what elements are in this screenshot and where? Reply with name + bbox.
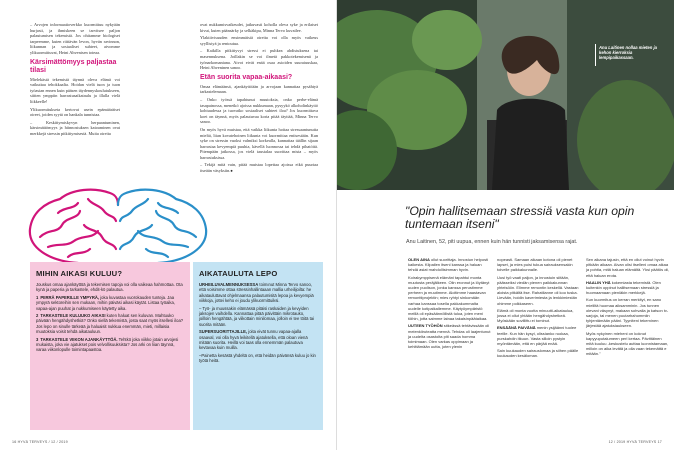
paragraph-text: sitkeässä tehtävissään oli meienkiiruteatta mennä. Tehdas oli laajentunut ja uudelta osastolta piti saada homma toimimaan. Olen varkas oppimaan ja kehittämään uutta, joten ylenin bbox=[408, 323, 491, 350]
item-text: kuten haluat sen kuluvan. Mahtuuko päivään hengähdyshetkiä? Onko siellä tekemistä, josta saat myös itsellesi iloa? Jos lepo on sinulle tärkeää ja haluaisit nukkua enemmän, mieti, millaisia muutoksia voisit tehdä aikatauluun. bbox=[36, 313, 184, 335]
item-head: TARKASTELE KULUUKO AIKASI bbox=[40, 313, 106, 319]
paragraph bbox=[497, 325, 581, 346]
lede: Anu Laitinen, 52, piti uupua, ennen kuin hän tunnisti jaksamisensa rajat. bbox=[406, 239, 578, 245]
box-text bbox=[36, 282, 184, 353]
lead-in: OLEN AINA bbox=[408, 257, 430, 262]
paragraph bbox=[199, 329, 317, 351]
paragraph: – Arvojen informaatioverkko kuormittuu nykyään hurjasti, ja ihmiskeen se tarvitsee paljon palautumisen tekemistä. Jos ohitamme biologiset tarpeemme, kuten riittävän levon, hyvän ravinnon, liikunnan ja sosiaaliset suhteet, aivomme ylikuormittuvat, Heini Ahvenisen toteaa. bbox=[30, 22, 120, 55]
page-footer-left: 16 HYVÄ TERVEYS / 12 / 2019 bbox=[12, 440, 68, 444]
right-page bbox=[337, 0, 674, 450]
paragraph bbox=[586, 280, 670, 296]
paragraph: nopeasti. Samaan aikaan kotona oli pienet lapset, ja mies puisi tukua sairauksensakin toivelle paikkakunnalle. bbox=[497, 257, 573, 273]
subheading: Etän suorita vapaa-aikaasi? bbox=[200, 73, 293, 81]
right-column-2 bbox=[497, 257, 581, 361]
paragraph: Ylaktiivisuuden ensimmäisiä oireita voi olla myös vaikeus syyllistyä ja rentoutua. bbox=[200, 35, 318, 46]
paragraph: Kun kuormitus on kerran merkityt, en sano mieliltä huomaa aiksamminin. Jos tunnen olevani väsynyt, makaan sohvalla ja katson tv-sarjoja, tai menen puutarhahommiin tyhjentämään pääni. Tyyniteni tekeminen järjestää ajatuksiaukseen. bbox=[586, 297, 669, 329]
paragraph-text: ollut suorittaja. Innostun helposti kaikesta. Kilpailen itseni kanssa ja haluan tehdä asiat mahdollisimman hyvin. bbox=[408, 257, 489, 273]
left-column-2 bbox=[200, 22, 318, 176]
paragraph bbox=[408, 323, 492, 349]
box-title: MIHIN AIKASI KULUU? bbox=[36, 269, 123, 278]
paragraph bbox=[408, 257, 492, 273]
paragraph-text: kokemiasta tekemistä. Olen kuitenkin oppinut hallitsemaan stressiä ja huomaamaan pieniäkin merkkejä. bbox=[586, 279, 661, 296]
right-column-1 bbox=[408, 257, 492, 351]
paragraph: Sain kuukauden sairauslomaa ja siihen päälle kuukauden kesäloman. bbox=[497, 348, 579, 359]
lead-in: UUTEEN TYÖHÖN bbox=[408, 323, 443, 329]
paragraph: – Onko työssä tapahtunut muutoksia, onko perhe-elämä tasapainossa, menetkö ajoissa nukkumaan, pysyykö alkoholinkäyttö kohtuudessa ja tuovatko sosiaaliset suhteet iloa? Jos kuormittava koet on täynnä, myös palautuvaa koria pitää täyttää, Minna Tervo sanoo. bbox=[200, 96, 318, 125]
paragraph: Myös nykyinen mieheni on koknut kapyyuputalumeen perl kertaa. Pävittäinen mitä kuuluu -keskustelu auttaa luonnistamaan, milloin on aika levätä ja olla vaan tekemättä e mitään." bbox=[586, 330, 669, 357]
paragraph: – Keskittymiskyvyn herpaantuminen, kärsimättömyys ja hiinnostuksen katoaminen ovat merkkejä stressin pitkittymisestä. Muita oireita bbox=[30, 119, 120, 136]
paragraph-text: joita eivät tunnu vapaa-ajalla osaaval, voi olla hyvä leikitellä ajatuksella, että oloan vienä mitään suorita. Heillä voi taas olla ennemmän palautuva kevtavaa kuin muilla. bbox=[199, 329, 308, 351]
paragraph: Elämä oli monta vuotta minuutti-aikataulua, jossa ei ollut yhtään hengähdyshetkeä. Myöskään sovillittu ei tominut. bbox=[497, 307, 574, 324]
lead-in: SUPERSUORITTAJILLE, bbox=[199, 329, 248, 335]
brain-illustration bbox=[18, 185, 218, 265]
item-number: 2 bbox=[36, 313, 39, 319]
paragraph: ovat nukkumisvaikeudet, jatkuvasti kohollа oleva syke ja erilaiset kivut, kuten päänsärky ja selkäkipu, Minna Tervo kuvailee. bbox=[200, 22, 318, 33]
lead-in: URHEILUVALMENNUKSESSA bbox=[199, 282, 259, 287]
paragraph-text: menin ysijäänni tuolee teeille. Kun hän kysyi, olissianko ruokaa, purskahdin itkuun. Vasta silloin pystyin myöntämään, että en pärjää enää. bbox=[497, 325, 577, 347]
portrait-photo bbox=[337, 0, 674, 190]
caption-rule bbox=[595, 44, 596, 66]
subheading: Kärsimättömyys paljastaa tilasi bbox=[30, 58, 117, 74]
paragraph: – Tekijä mitä vain, pitää muistaa lopettaa ajoissa eikä puurtaa itseään väsyksiin.● bbox=[200, 162, 318, 174]
item-text: joka kuvastaa vuorokauden tunteja. Jaa ympyrä sektoreihin sen mukaan, mihin päiväsi aikasi käytät. Listaa työaika, vapaa-ajan puuhat ja nukkumiseen käytetty aika. bbox=[36, 294, 175, 311]
paragraph: Sen aikana tajusin, että en ollut voinut hyvin pitkään aikaan. Aivan olisi itselleni omaa aikaa ja pohtia, mitä haluan elämältä. Yksi päätös oli, että haluan erota. bbox=[586, 257, 670, 278]
left-column-1 bbox=[30, 22, 120, 139]
item-head: PIIRRÄ PAPERILLE YMPYRÄ, bbox=[40, 294, 100, 300]
item-number: 3 bbox=[36, 336, 39, 342]
list-item bbox=[36, 337, 184, 353]
paragraph: Koirakymppisenä elämäni tapahtui monta muutosta peräjälkeen. Olin eronnut ja löytänyt uuden puolison, jonka kanssa perustimme perheen ja muutimme. Aloitimme haastavan remonttiprojektin; mies ryhtyi sinkomään varhaa kanssaa tosella pakkakummalta uudelle kotipaikallemme. Käytyöympäristö meillä oli epäsäännöllistä tuloa, joten meni töihin, jotta saimme lainaa takaisinpäätaikaa. bbox=[408, 274, 490, 322]
lead-in: ENSÄÄNÄ PAIVÄNÄ bbox=[497, 325, 536, 331]
paragraph: Uusi työ vaati paljon, ja innostuin siitään, päässeiksi viedän pienen paikkakunnan yhteisöön. Elimme remontin keskellä. Vastaan aloista pitkältä itse. Rahatilanne oli koo tuska. Lievään, hoidin kaverimiesta ja lenkkimiestän ohimme polkkaseen. bbox=[497, 274, 579, 306]
paragraph: On myös hyvä muistaa, että vaikka liikunta hoitaa stressaantunutta mieltä, liian kovatehoinen liikunta voi kuormittaa entisestään. Kun syke on stressin vuoksi valmiksi korkealla, kannattaa täällin sijaan harrastaa kevyempiä puuhia, kävellä luonnossa tai tehdä pihatöitä. Pitempään jatkossa, jos vielä taustalaa suorittaa mista – myös harrastuksissa. bbox=[200, 126, 318, 160]
item-number: 1 bbox=[36, 294, 39, 300]
lead-in: HAALIN YHÄ bbox=[586, 279, 611, 285]
right-column-3 bbox=[586, 257, 670, 359]
paragraph: – Työ- ja muussakin elämässä pitäisi raskaiden ja kevyiden jaksojen vaihdella. Kannattaa pitää päivittäin mikrotauko, joilloin hengähtää, ja viikottain minilomaa, jolloin ei tee töitä tai suorita mitään. bbox=[199, 305, 314, 327]
paragraph: Mielekästä tekemistä täynnä oleva elämä voi vaikuttaa tehokkaalta. Hoidan vielä tuon ja tuon työasian ennen kuin pääsen täydennyskoulutukseen, siitten ymppiin harrastusaikataulu ja illalla vielä liikkeelle! bbox=[30, 76, 120, 104]
box-text bbox=[199, 282, 317, 364]
item-head: TARKASTELE VIIKON AJANKÄYTTÖÄ. bbox=[40, 336, 118, 342]
photo-caption: Anu Laitinen nollaa mieten ja kehon kierroksia lempipaikassaan. bbox=[599, 45, 657, 61]
paragraph: – Kaikilla pitkittyvyt stressi ei puhkea ahdistuksena tai masennuksena. Joillakin se voi ilmetä pakkotekemisenä ja työnarkomaniana. Aivot eivät enää osaa asioiden suuraiuuskaa, Heini Ahveninen sanoo. bbox=[200, 48, 318, 71]
paragraph bbox=[199, 282, 317, 304]
pull-quote: "Opin hallitsemaan stressiä vasta kun opin tuntemaan itseni" bbox=[405, 204, 635, 231]
page-footer-right: 12 / 2019 HYVÄ TERVEYS 17 bbox=[608, 440, 662, 444]
photo-illustration bbox=[337, 0, 674, 190]
paragraph: –Painetta kesästä yhdeltä on, että heidän päivänsä kuluu jo kin työtä heitä. bbox=[199, 352, 316, 364]
list-item bbox=[36, 295, 184, 311]
paragraph: Omaa elämäänsä, ajankäyttöään ja arvojaan kannattaa pysähtyä tarkastelemaan. bbox=[200, 83, 318, 95]
paragraph: Ylikuormitukseta kertovat usein epämääräiset oireet, joiden syytä on hankala tunnistaa. bbox=[30, 106, 120, 118]
item-text: Tehtkö joka viikko jotain arvojesi mukaista, joka vie ajatukset pois velvollisuuksista? Jos arki on liian täynnä, varaa viikonlopulle toimintapaastoa. bbox=[36, 336, 179, 353]
paragraph-text: toimınut Minna Tervo sanoo, että voisimme ottaa stressinhallintaaan mallia urheilijoilta: he aikatauluttavat ohjelmaansa palautumisitä lepoa ja kevyempiä viikkoja, jottei keho ei joudu ylikuormittuiksi. bbox=[199, 282, 314, 304]
time-use-box bbox=[30, 262, 190, 430]
schedule-rest-box bbox=[193, 262, 323, 430]
box-title: AIKATAULUTA LEPO bbox=[199, 269, 278, 278]
list-item bbox=[36, 313, 184, 335]
box-intro: Jouskus omaa ajankäyttöä ja tekemisen tapoja voi olla vaikeaa hahmottaa. Ota kynä ja paperia ja tarkastele, ehdit-kö palautua. bbox=[36, 282, 183, 293]
